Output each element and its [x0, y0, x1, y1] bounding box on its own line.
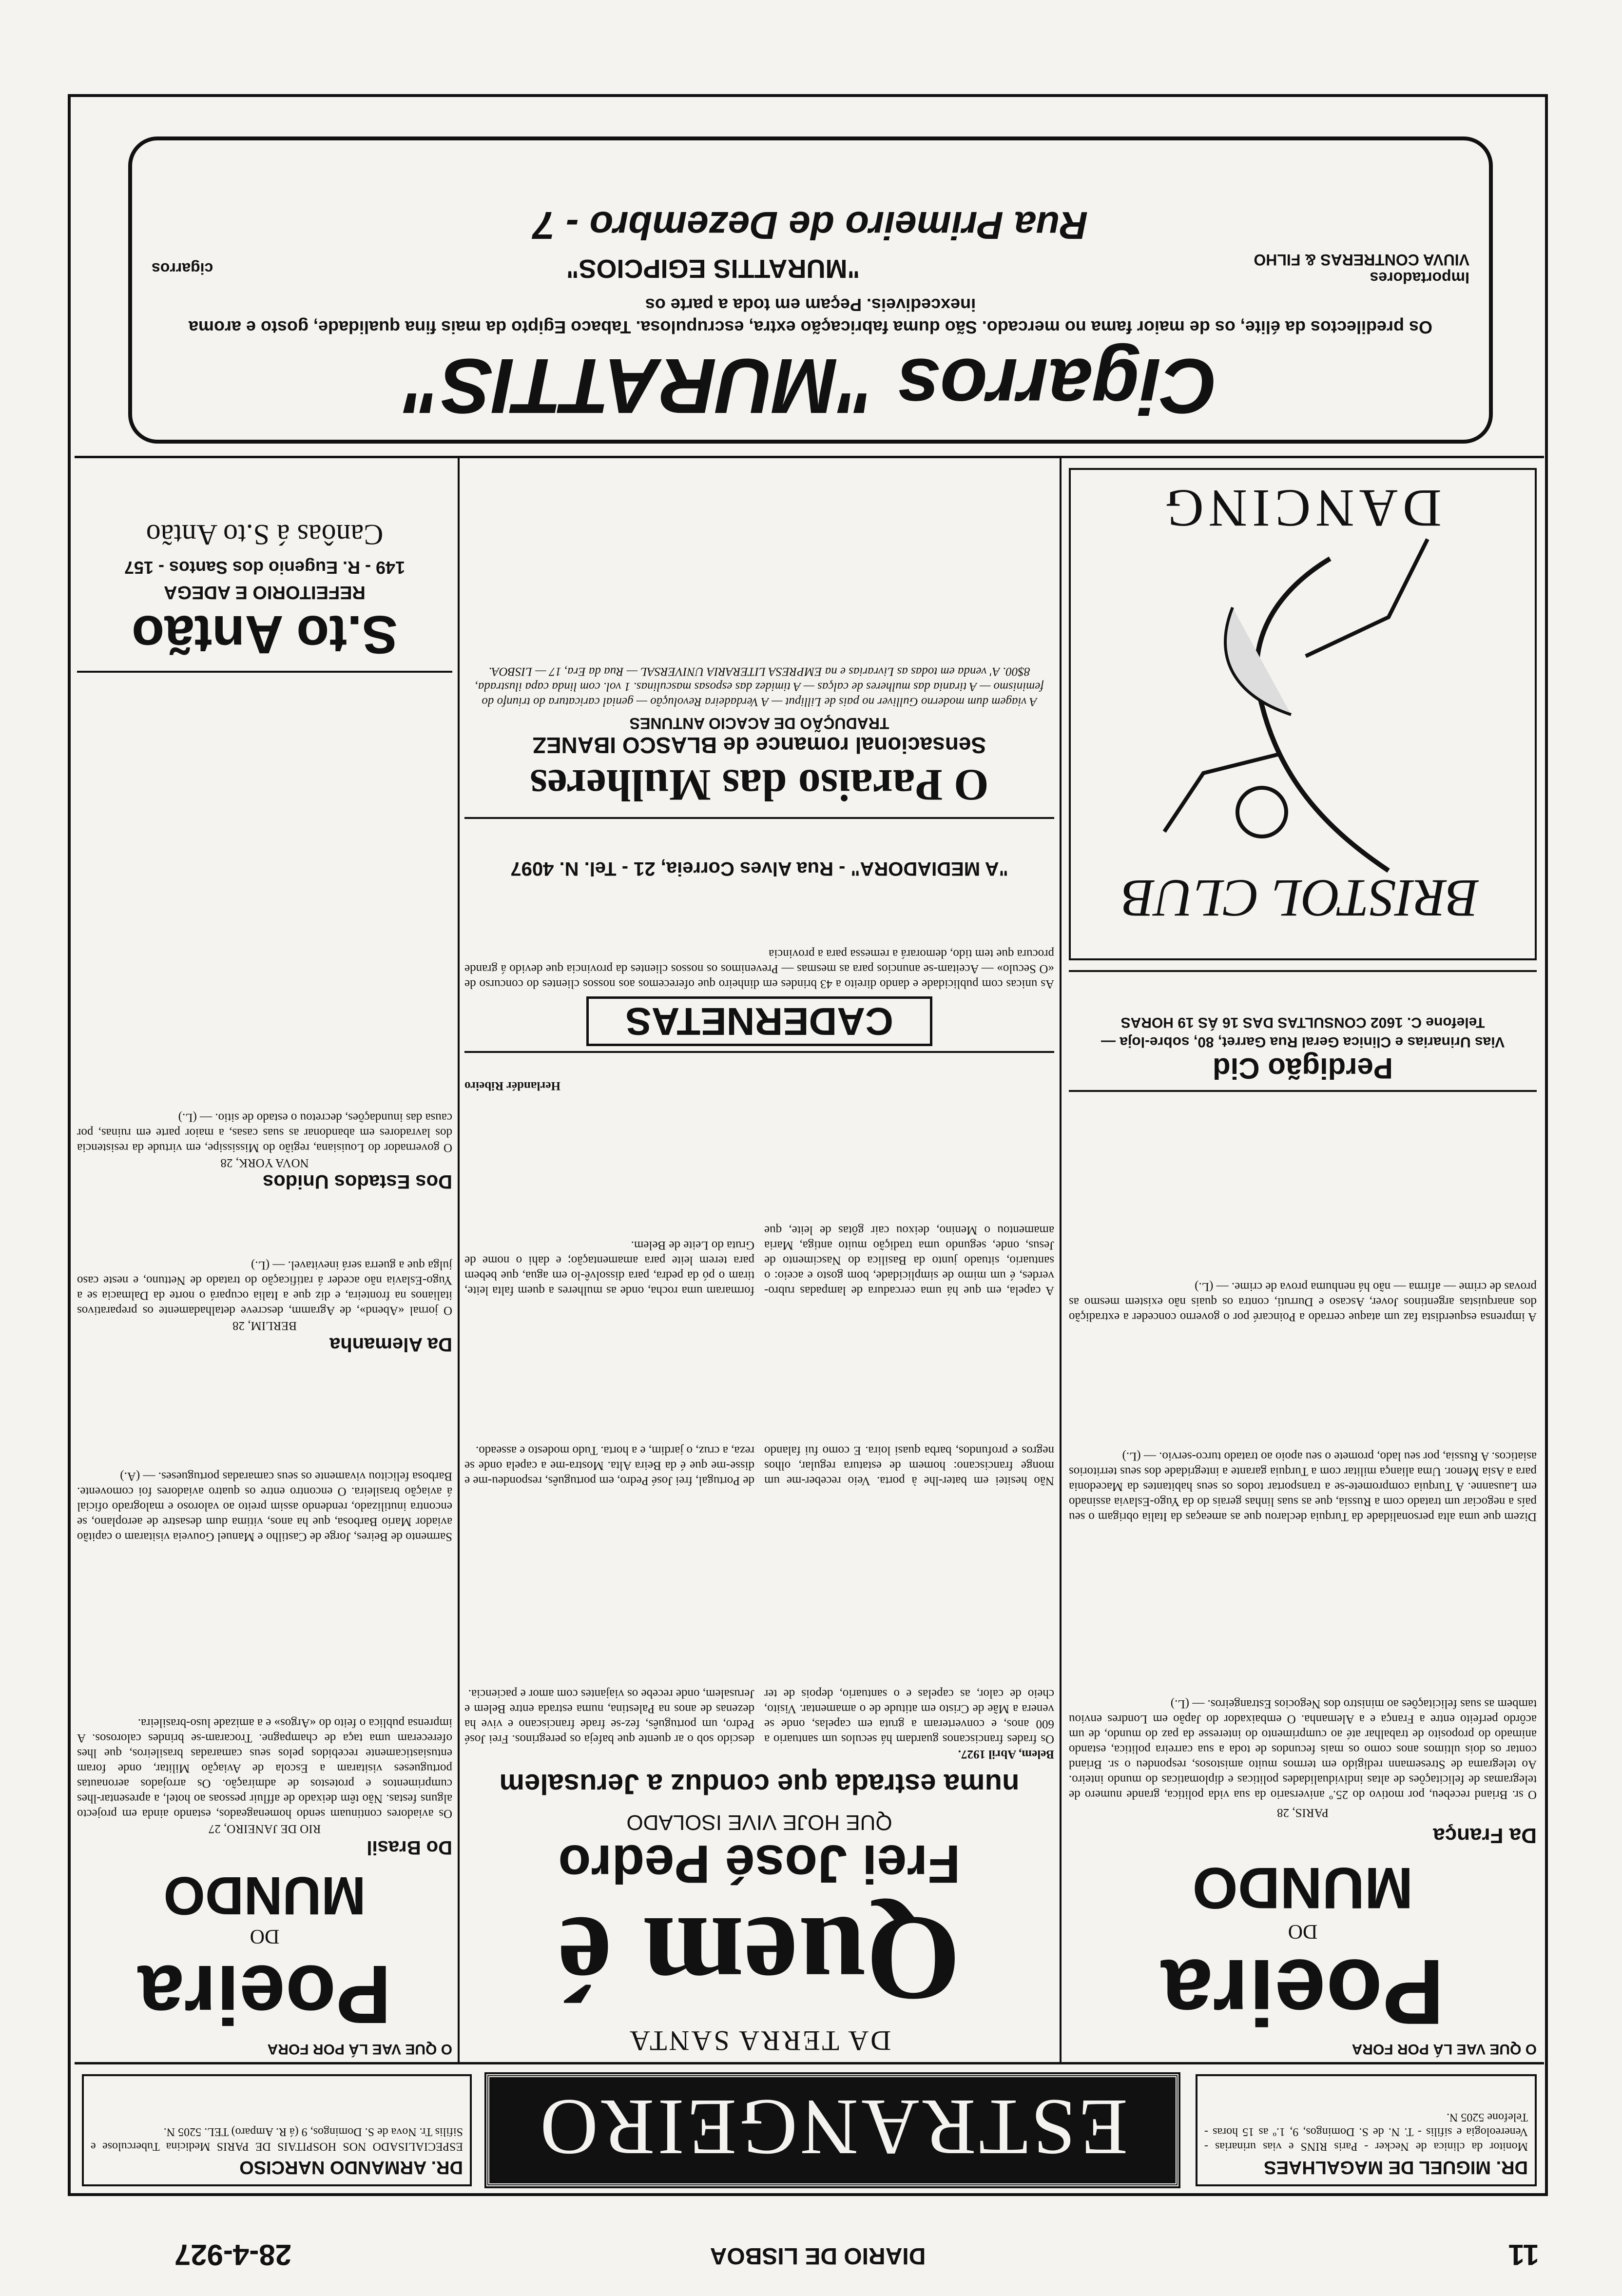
- ad-murattis-text: Os predilectos da élite, os de maior fama no mercado. São duma fabricação extra, escrupulosa. Tabaco Egipto da mais fina qualidade, gosto e aroma inexcediveis. Peçam em toda a parte os: [188, 295, 1433, 337]
- column-middle: [464, 463, 1054, 2057]
- right-dateline-1: RIO DE JANEIRO, 27: [208, 1822, 321, 1835]
- left-title-do: DO: [1288, 1920, 1318, 1943]
- middle-title-2: Frei José Pedro: [558, 1834, 961, 1894]
- ad-dr-armando-text: ESPECIALISADO NOS HOSPITAIS DE PARIS Medicina Tuberculose e Sifilis Tr. Nova de S. Domingos, 9 (á R. Amparo) TEL. 5205 N.: [91, 2125, 463, 2153]
- middle-text-2: Não hesitei em bater-lhe à porta. Veio receber-me um monge franciscano: homem de estatura regular, olhos negros e profundos, barba quasi loira. E como fui falando de Portugal, frei José Pedro, em português, respondeu-me e disse-me que é da Beira Alta. Mostra-me a capela onde se reza, a cruz, o jardim, e a horta. Tudo modesto e asseado.: [464, 1444, 1054, 1487]
- column-right: [77, 463, 452, 2057]
- divider-bottom: [75, 456, 1544, 458]
- left-title: Poeira: [1161, 1940, 1445, 2043]
- left-text-1: O sr. Briand recebeu, por motivo do 25.º aniversario da sua vida politica, grande numero de telegramas de felicitações de altas individualidades politicas e diplomaticas do mundo inteiro. Ao telegrama de Stresemann redigido em termos muito amistosos, respondeu o sr. Briand contar os dois ultimos anos como os mais fecundos de toda a sua carreira politica, estando animado do proposito de trabalhar até ao cumprimento do interesse da paz do mundo, de um acôrdo perfeito entre a França e a Alemanha. O embaixador do Japão em Londres enviou tambem as suas felicitações ao ministro dos Negocios Estrangeiros. — (L.): [1069, 1697, 1537, 1801]
- ad-murattis-title: Cigarros "MURATTIS": [404, 343, 1217, 430]
- left-text-2: Dizem que uma alta personalidade da Turquia declarou que as ameaças da Italia obrigam o seu país a negociar um tratado com a Russia, que as suas linhas gerais do da Yugo-Eslavia assinado em Lausanne. A Turquia compromete-se a transportar todos os seus habitantes da Macedonia para a Asia Menor. Uma aliança militar com a Turquia garante a integridade dos seus territorios asiaticos. A Russia, por seu lado, promete o seu apoio ao tratado turco-servio. — (L.): [1069, 1450, 1537, 1523]
- ad-santo-antao-tag: Canôas á S.to Antão: [146, 519, 384, 551]
- divider-col-1: [1060, 458, 1062, 2062]
- right-text-4: O governador do Louisiana, região do Mississipe, em virtude da resistencia dos lavradores em abandonar as suas casas, a maior parte em ruinas, por causa das inundações, decretou o estado de sitio. — (L.): [77, 1111, 452, 1154]
- paper-name: DIARIO DE LISBOA: [710, 2243, 926, 2269]
- ad-murattis-importer: VIUVA CONTRERAS & FILHO: [1254, 251, 1469, 269]
- ad-cadernetas-addr: "A MEDIADORA" - Rua Alves Correia, 21 - Tel. N. 4097: [510, 858, 1008, 879]
- ad-dr-armando: [82, 2074, 472, 2186]
- ad-dr-miguel-name: DR. MIGUEL DE MAGALHAES: [1264, 2157, 1528, 2178]
- divider-top: [75, 2062, 1544, 2064]
- right-title: Poeira: [138, 1948, 391, 2041]
- middle-dateline: Belem, Abril 1927.: [958, 1748, 1054, 1761]
- right-title-do: DO: [250, 1925, 280, 1947]
- ad-santo-antao-addr: 149 - R. Eugenio dos Santos - 157: [124, 558, 406, 578]
- right-dateline-2: BERLIM, 28: [232, 1319, 297, 1332]
- left-text-3: A imprensa esquerdista faz um ataque cerrado a Poincaré por o governo conceder a extradição dos anarquistas argentinos Jover, Ascaso e Durruti, contra os quais não existem mesmo as provas de crime — afirma — não há nenhuma prova de crime. — (L.): [1069, 1280, 1537, 1323]
- right-text-1: Os aviadores continuam sendo homenageados, estando ainda em projecto alguns festas. Não têm deixado de affluir pessoas ao hotel, a apresentar-lhes cumprimentos e protestos de admiração. Os arrojados aeronautas portugueses visitaram a Escola de Aviação Militar, onde foram entusiasticamente recebidos pelos seus camaradas brasileiros, que lhes ofereceram uma taça de champagne. Trocaram-se brindes calorosos. A imprensa publica o feito do «Argos» e a amizade luso-brasileira.: [77, 1716, 452, 1820]
- middle-text-3: A capela, em que há uma cercadura de lampadas rubro-verdes, é um mimo de simplicidade, bom gosto e aceio: o santuario, situado junto da Basilica do Nascimento de Jesus, onde, segundo uma tradição muito antiga, Maria amamentou o Menino, deixou cair gôtas de leite, que formaram uma rocha, onde as mulheres a quem falta leite, tiram o pó da pedra, para dissolvê-lo em agua, que bebem para terem leite para amamentação; e dahi o nome de Gruta do Leite de Belem.: [464, 1224, 1054, 1297]
- middle-subtitle: QUE HOJE VIVE ISOLADO: [626, 1810, 892, 1834]
- ad-bristol-title: BRISTOL CLUB: [1122, 869, 1480, 928]
- middle-deck: numa estrada que conduz a Jerusalem: [499, 1768, 1020, 1800]
- right-dateline-3: NOVA YORK, 28: [220, 1156, 309, 1169]
- ad-cadernetas-title: CADERNETAS: [586, 996, 932, 1046]
- section-banner-text: ESTRANGEIRO: [537, 2083, 1128, 2172]
- ad-cadernetas: [464, 824, 1054, 1053]
- page-number: 11: [1508, 2238, 1539, 2271]
- left-kicker: O QUE VAE LÁ POR FORA: [1352, 2041, 1537, 2057]
- left-title-mundo: MUNDO: [1192, 1855, 1413, 1921]
- left-dateline: PARIS, 28: [1276, 1806, 1329, 1819]
- right-text-3: O jornal «Abend», de Agramm, descreve detalhadamente os preparativos italianos na fronteira, e diz que a Italia ocupará o norte da Dalmacia se a Yugo-Eslavia não aceder á ratificação do tratado de Nettuno, e neste caso julga que a guerra será inevitavel. — (L.): [77, 1259, 452, 1317]
- ad-bristol-club: [1069, 468, 1537, 960]
- ad-murattis-brand: "MURATTIS EGIPCIOS": [566, 254, 860, 283]
- section-banner: [486, 2074, 1178, 2186]
- ad-murattis-importer-label: Importadores: [1370, 269, 1469, 287]
- ad-paraiso-trad: TRADUÇÃO DE ACACIO ANTUNES: [629, 715, 889, 732]
- ad-perdigao-text: Vias Urinarias e Clinica Geral Rua Garret, 80, sobre-loja — Telefone C. 1602 CONSULTAS DAS 16 ÁS 19 HORAS: [1101, 1014, 1505, 1050]
- header-date: 28-4-927: [174, 2238, 291, 2271]
- middle-signature: Herlandér Ribeiro: [464, 1079, 560, 1092]
- ad-paraiso: [464, 468, 1054, 819]
- ad-cadernetas-text: As unicas com publicidade e dando direito a 43 brindes em dinheiro que oferecemos aos nossos clientes do concurso de «O Seculo» — Aceitam-se anuncios para as mesmas — Prevenimos os nossos clientes da provincia que devido á grande procura que tem tido, demorará a remessa para a provincia: [464, 947, 1054, 991]
- ad-santo-antao-title: S.to Antão: [132, 604, 398, 664]
- right-title-mundo: MUNDO: [163, 1866, 366, 1926]
- right-text-2: Sarmento de Beires, Jorge de Castilho e Manuel Gouveia visitaram o capitão aviador Mario Barbosa, que ha anos, vitima dum desastre de aeroplano, se encontra inutilizado, rendendo assim preito ao valoroso e malogrado oficial á aviação brasileira. O encontro entre os quatro aviadores foi comovente. Barbosa felicitou vivamente os seus camaradas portugueses. — (A.): [77, 1470, 452, 1543]
- ad-dr-armando-name: DR. ARMANDO NARCISO: [239, 2157, 463, 2178]
- middle-title: Quem é: [558, 1891, 961, 2026]
- divider-col-2: [458, 458, 460, 2062]
- middle-text-1: Os frades franciscanos guardam há seculos um santuario a 600 anos, e converteram a gruta em capelas, onde se venera a Mãe de Cristo em atitude de o amamentar. Visito, cheio de calor, as capelas e o santuario, depois de ter descido sob o ar quente que bafeja os peregrinos. Frei José Pedro, um português, fez-se frade franciscano e vive ha dezenas de anos na Palestina, numa estrada entre Belem e Jerusalem, onde recebe os viajantes com amor e paciencia.: [464, 1687, 1054, 1746]
- ad-dr-miguel-text: Monitor da clinica de Necker - Paris RINS e vias urinarias - Venereologia e sifilis - T. N. de S. Domingos, 9, 1.º as 15 horas - Telefone 5205 N.: [1204, 2111, 1528, 2153]
- ad-dr-miguel: [1196, 2074, 1537, 2186]
- ad-murattis-cigar-label: cigarros: [152, 260, 213, 278]
- right-kicker: O QUE VAE LÁ POR FORA: [267, 2041, 452, 2057]
- right-section-alemanha: Da Alemanha: [329, 1334, 452, 1355]
- ad-santo-antao: [77, 468, 452, 673]
- right-section-eua: Dos Estados Unidos: [263, 1171, 452, 1192]
- ad-murattis-importer-block: [1128, 251, 1469, 287]
- ad-perdigao: [1069, 970, 1537, 1092]
- ad-santo-antao-sub: REFEITORIO E ADEGA: [164, 582, 366, 603]
- ad-murattis-address: Rua Primeiro de Dezembro - 7: [533, 204, 1088, 247]
- ad-paraiso-title: O Paraiso das Mulheres: [530, 760, 989, 810]
- column-left: [1069, 463, 1537, 2057]
- ad-paraiso-sub: Sensacional romance de BLASCO IBANEZ: [532, 733, 986, 758]
- ad-perdigao-title: Perdigão Cid: [1212, 1052, 1393, 1085]
- ad-bristol-sub: DANCING: [1160, 479, 1442, 538]
- ad-murattis: [128, 136, 1493, 444]
- left-section-franca: Da França: [1433, 1824, 1537, 1848]
- ad-paraiso-text: A viagem dum moderno Gulliver no pais de Lilliput — A Verdadeira Revolução — genial caricatura do triunfo do feminismo — A tirania das mulheres de calças — A timidez das esposas masculinas. 1 vol. com linda capa ilustrada, 8$00. A' venda em todas as Livrarias e na EMPRESA LITERARIA UNIVERSAL — Rua da Era, 17 — LISBOA.: [475, 665, 1044, 708]
- middle-kicker: DA TERRA SANTA: [627, 2025, 891, 2057]
- right-section-brasil: Do Brasil: [367, 1837, 452, 1858]
